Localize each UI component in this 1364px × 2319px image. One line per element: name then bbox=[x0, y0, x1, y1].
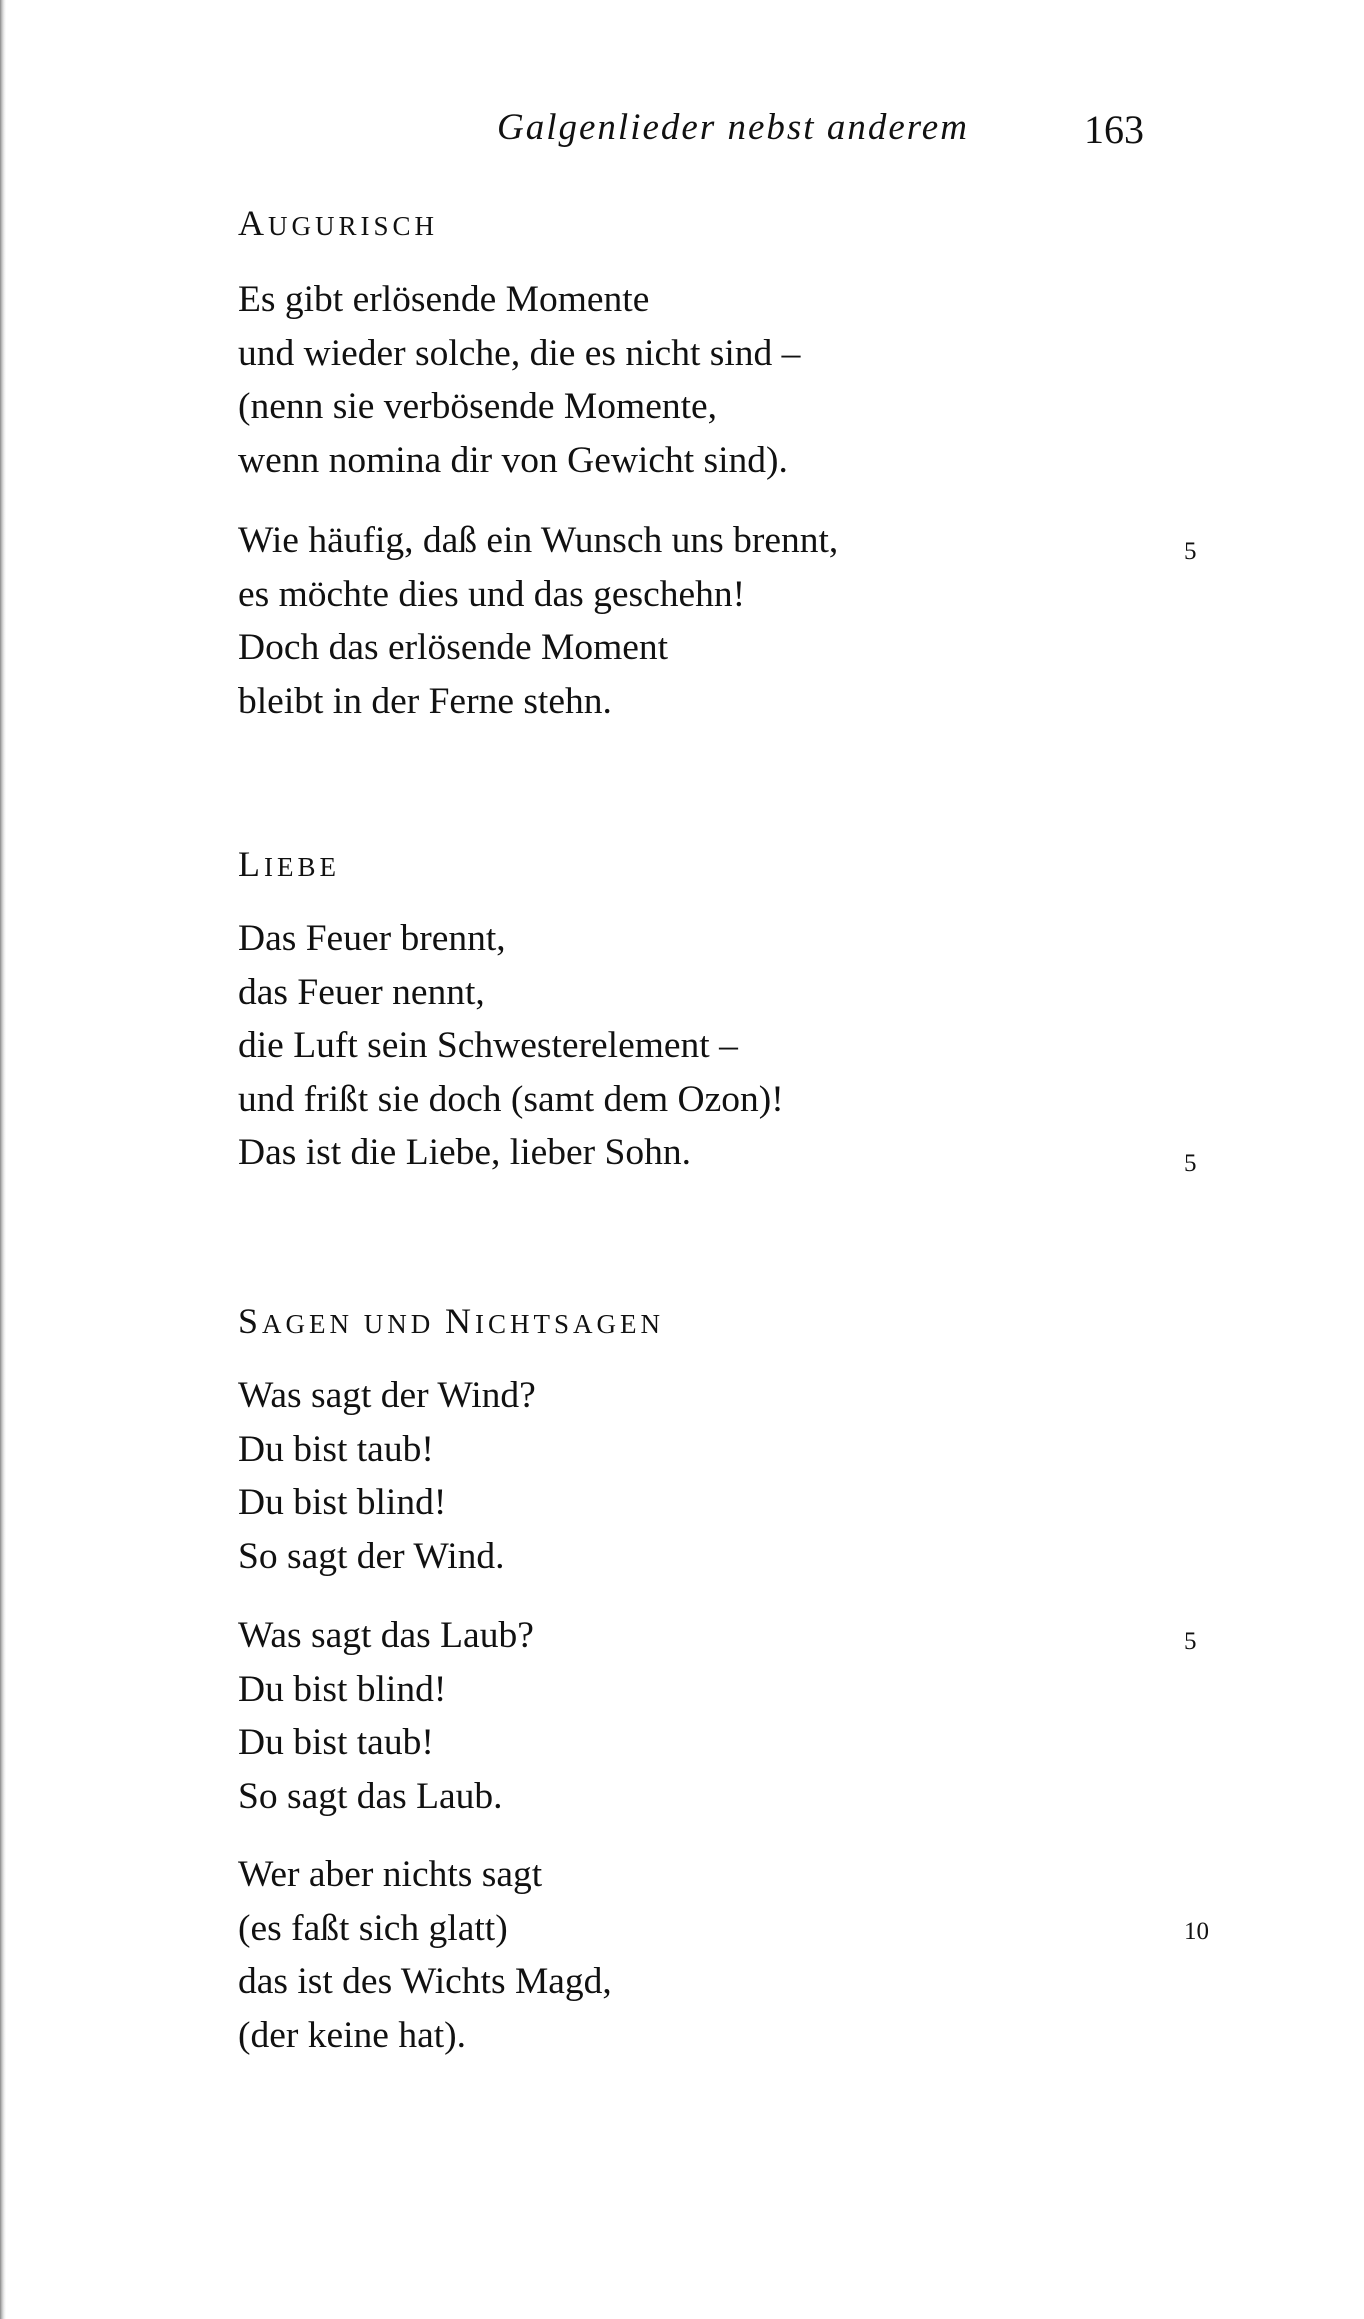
poem-title-sagen-und-nichtsagen bbox=[238, 1300, 664, 1342]
verse-line: bleibt in der Ferne stehn. bbox=[238, 680, 612, 722]
verse-line: So sagt der Wind. bbox=[238, 1535, 505, 1577]
verse-line: wenn nomina dir von Gewicht sind). bbox=[238, 439, 788, 481]
line-number: 10 bbox=[1184, 1918, 1209, 1945]
poem-title-initial: L bbox=[238, 844, 264, 884]
page-binding-edge bbox=[0, 0, 6, 2319]
verse-line: (der keine hat). bbox=[238, 2014, 467, 2056]
stanza bbox=[238, 1848, 612, 2062]
poem-title-rest: AGEN UND bbox=[262, 1309, 446, 1339]
running-title: Galgenlieder nebst anderem bbox=[497, 107, 969, 148]
poem-title-rest: UGURISCH bbox=[268, 211, 439, 241]
line-number: 5 bbox=[1184, 538, 1197, 565]
poem-title-initial: S bbox=[238, 1301, 263, 1341]
verse-line: die Luft sein Schwesterelement – bbox=[238, 1025, 738, 1066]
verse-line: So sagt das Laub. bbox=[238, 1775, 503, 1817]
verse-line: Was sagt das Laub? bbox=[238, 1615, 534, 1656]
poem-title-rest: IEBE bbox=[264, 852, 340, 882]
verse-line: Es gibt erlösende Momente bbox=[238, 279, 650, 320]
stanza bbox=[238, 1369, 536, 1583]
verse-line: Das ist die Liebe, lieber Sohn. bbox=[238, 1132, 692, 1173]
verse-line: Was sagt der Wind? bbox=[238, 1375, 536, 1416]
verse-line: und frißt sie doch (samt dem Ozon)! bbox=[238, 1078, 784, 1120]
verse-line: es möchte dies und das geschehn! bbox=[238, 573, 746, 615]
poem-title-initial: N bbox=[445, 1301, 476, 1341]
verse-line: das Feuer nennt, bbox=[238, 971, 485, 1013]
line-number: 5 bbox=[1184, 1628, 1197, 1655]
verse-line: und wieder solche, die es nicht sind – bbox=[238, 332, 801, 374]
verse-line: das ist des Wichts Magd, bbox=[238, 1961, 612, 2002]
verse-line: Du bist taub! bbox=[238, 1722, 434, 1763]
poem-title-liebe bbox=[238, 843, 340, 885]
poem-title-initial: A bbox=[238, 203, 268, 243]
verse-line: Du bist taub! bbox=[238, 1428, 434, 1470]
verse-line: (nenn sie verbösende Momente, bbox=[238, 386, 718, 427]
page-number: 163 bbox=[1084, 107, 1144, 152]
verse-line: Wie häufig, daß ein Wunsch uns brennt, bbox=[238, 520, 839, 561]
poem-title-rest: ICHTSAGEN bbox=[475, 1309, 665, 1339]
verse-line: Du bist blind! bbox=[238, 1482, 447, 1523]
verse-line: Du bist blind! bbox=[238, 1668, 447, 1710]
stanza bbox=[238, 1609, 534, 1823]
verse-line: (es faßt sich glatt) bbox=[238, 1907, 508, 1949]
line-number: 5 bbox=[1184, 1150, 1197, 1177]
verse-line: Doch das erlösende Moment bbox=[238, 627, 669, 668]
stanza bbox=[238, 912, 784, 1180]
stanza bbox=[238, 273, 800, 487]
verse-line: Wer aber nichts sagt bbox=[238, 1854, 543, 1895]
verse-line: Das Feuer brennt, bbox=[238, 918, 506, 959]
poem-title-augurisch bbox=[238, 202, 438, 244]
stanza bbox=[238, 514, 838, 728]
